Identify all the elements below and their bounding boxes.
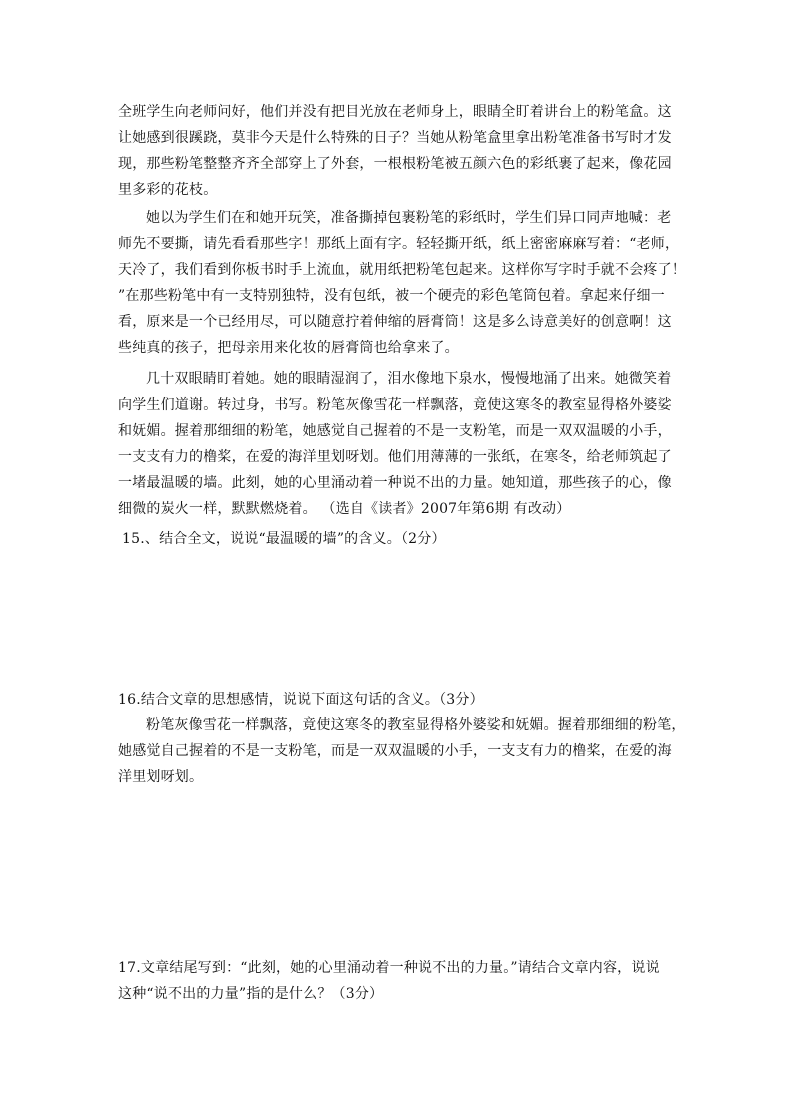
question-16-quote <box>118 712 686 790</box>
text-line: 让她感到很蹊跷，莫非今天是什么特殊的日子？当她从粉笔盒里拿出粉笔准备书写时才发 <box>118 130 672 146</box>
text-line: ”在那些粉笔中有一支特别独特，没有包纸，被一个硬壳的彩色笔筒包着。拿起来仔细一 <box>118 288 665 304</box>
text-line: 细微的炭火一样，默默燃烧着。 （选自《读者》2007年第6期 有改动） <box>118 501 571 517</box>
text-line: 些纯真的孩子，把母亲用来化妆的唇膏筒也给拿来了。 <box>118 340 459 356</box>
passage-paragraph-1 <box>118 99 678 203</box>
text-line: 和妩媚。握着那细细的粉笔，她感觉自己握着的不是一支粉笔，而是一双双温暖的小手， <box>118 423 672 439</box>
text-line: 几十双眼睛盯着她。她的眼睛湿润了，泪水像地下泉水，慢慢地涌了出来。她微笑着 <box>146 371 672 387</box>
text-line: 向学生们道谢。转过身，书写。粉笔灰像雪花一样飘落，竟使这寒冬的教室显得格外婆娑 <box>118 397 672 413</box>
question-prompt: 这种“说不出的力量”指的是什么？（3分） <box>118 986 384 1002</box>
passage-paragraph-2 <box>118 205 686 361</box>
text-line: 全班学生向老师问好，他们并没有把目光放在老师身上，眼睛全盯着讲台上的粉笔盒。这 <box>118 104 672 120</box>
passage-paragraph-3 <box>118 366 678 522</box>
question-15 <box>122 526 682 552</box>
text-line: 她以为学生们在和她开玩笑，准备撕掉包裹粉笔的彩纸时，学生们异口同声地喊：老 <box>146 210 672 226</box>
quote-line: 洋里划呀划。 <box>118 769 204 785</box>
question-prompt: 16.结合文章的思想感情，说说下面这句话的含义。（3分） <box>118 692 484 708</box>
text-line: 师先不要撕，请先看看那些字！那纸上面有字。轻轻撕开纸，纸上密密麻麻写着：“老师， <box>118 236 680 252</box>
text-line: 现，那些粉笔整整齐齐全部穿上了外套，一根根粉笔被五颜六色的彩纸裹了起来，像花园 <box>118 156 672 172</box>
quote-line: 她感觉自己握着的不是一支粉笔，而是一双双温暖的小手，一支支有力的橹桨，在爱的海 <box>118 743 672 759</box>
quote-line: 粉笔灰像雪花一样飘落，竟使这寒冬的教室显得格外婆娑和妩媚。握着那细细的粉笔， <box>146 717 686 733</box>
question-prompt: 17.文章结尾写到：“此刻，她的心里涌动着一种说不出的力量。”请结合文章内容，说说 <box>118 960 660 976</box>
question-prompt: 15.、结合全文，说说“最温暖的墙”的含义。（2分） <box>122 531 446 547</box>
question-16 <box>118 687 678 713</box>
text-line: 里多彩的花枝。 <box>118 182 218 198</box>
text-line: 一堵最温暖的墙。此刻，她的心里涌动着一种说不出的力量。她知道，那些孩子的心，像 <box>118 475 672 491</box>
text-line: 天冷了，我们看到你板书时手上流血，就用纸把粉笔包起来。这样你写字时手就不会疼了！ <box>118 262 686 278</box>
question-17 <box>118 955 678 1007</box>
text-line: 一支支有力的橹桨，在爱的海洋里划呀划。他们用薄薄的一张纸，在寒冬，给老师筑起了 <box>118 449 672 465</box>
text-line: 看，原来是一个已经用尽，可以随意拧着伸缩的唇膏筒！这是多么诗意美好的创意啊！这 <box>118 314 672 330</box>
